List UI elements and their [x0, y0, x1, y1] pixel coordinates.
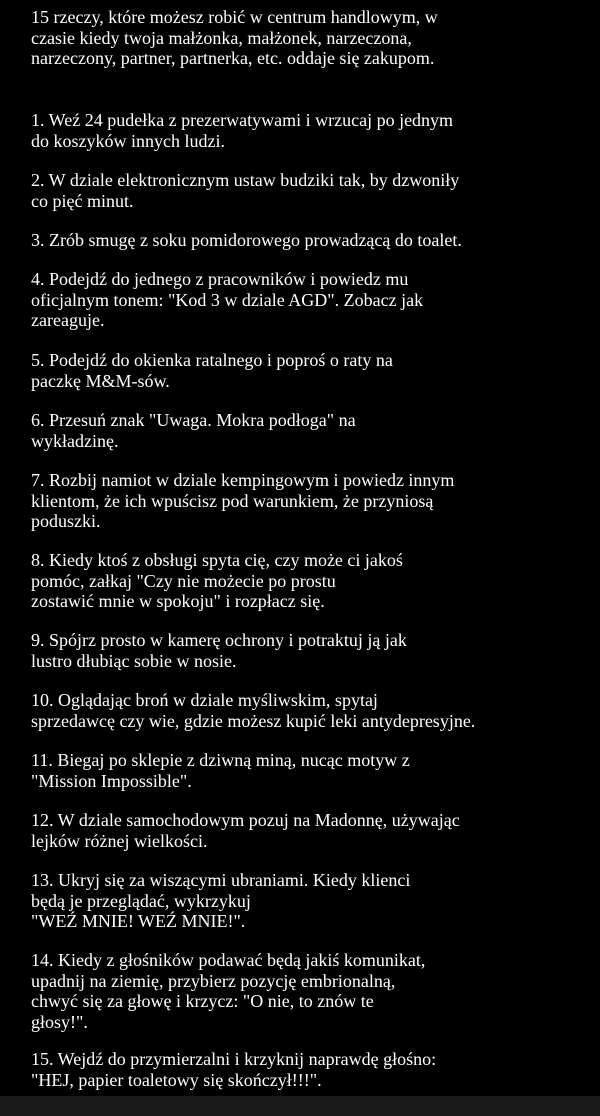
list-item-14: 14. Kiedy z głośników podawać będą jakiś komunikat, upadnij na ziemię, przybierz pozycję embrionalną, chwyć się za głowę i krzycz: "O nie, to znów te głosy!". — [31, 950, 426, 1032]
list-item-11: 11. Biegaj po sklepie z dziwną miną, nucąc motyw z "Mission Impossible". — [31, 750, 410, 791]
list-item-2: 2. W dziale elektronicznym ustaw budziki tak, by dzwoniły co pięć minut. — [31, 170, 460, 211]
list-item-5: 5. Podejdź do okienka ratalnego i poproś o raty na paczkę M&M-sów. — [31, 350, 393, 391]
intro-paragraph: 15 rzeczy, które możesz robić w centrum handlowym, w czasie kiedy twoja małżonka, małżonek, narzeczona, narzeczony, partner, partnerka, etc. oddaje się zakupom. — [31, 7, 438, 68]
list-item-6: 6. Przesuń znak "Uwaga. Mokra podłoga" na wykładzinę. — [31, 410, 356, 451]
list-item-9: 9. Spójrz prosto w kamerę ochrony i potraktuj ją jak lustro dłubiąc sobie w nosie. — [31, 630, 407, 671]
bottom-bar — [0, 1096, 600, 1116]
list-item-3: 3. Zrób smugę z soku pomidorowego prowadzącą do toalet. — [31, 230, 462, 250]
list-item-4: 4. Podejdź do jednego z pracowników i powiedz mu oficjalnym tonem: "Kod 3 w dziale AGD". Zobacz jak zareaguje. — [31, 269, 424, 330]
list-item-15: 15. Wejdź do przymierzalni i krzyknij naprawdę głośno: "HEJ, papier toaletowy się skończył!!!". — [31, 1049, 437, 1090]
list-item-1: 1. Weź 24 pudełka z prezerwatywami i wrzucaj po jednym do koszyków innych ludzi. — [31, 110, 454, 151]
list-item-8: 8. Kiedy ktoś z obsługi spyta cię, czy może ci jakoś pomóc, załkaj "Czy nie możecie po prostu zostawić mnie w spokoju" i rozpłacz się. — [31, 550, 403, 611]
list-item-10: 10. Oglądając broń w dziale myśliwskim, spytaj sprzedawcę czy wie, gdzie możesz kupić leki antydepresyjne. — [31, 690, 476, 731]
list-item-7: 7. Rozbij namiot w dziale kempingowym i powiedz innym klientom, że ich wpuścisz pod warunkiem, że przyniosą poduszki. — [31, 470, 455, 531]
list-item-13: 13. Ukryj się za wiszącymi ubraniami. Kiedy klienci będą je przeglądać, wykrzykuj "WEŹ MNIE! WEŹ MNIE!". — [31, 870, 411, 931]
list-item-12: 12. W dziale samochodowym pozuj na Madonnę, używając lejków różnej wielkości. — [31, 810, 460, 851]
